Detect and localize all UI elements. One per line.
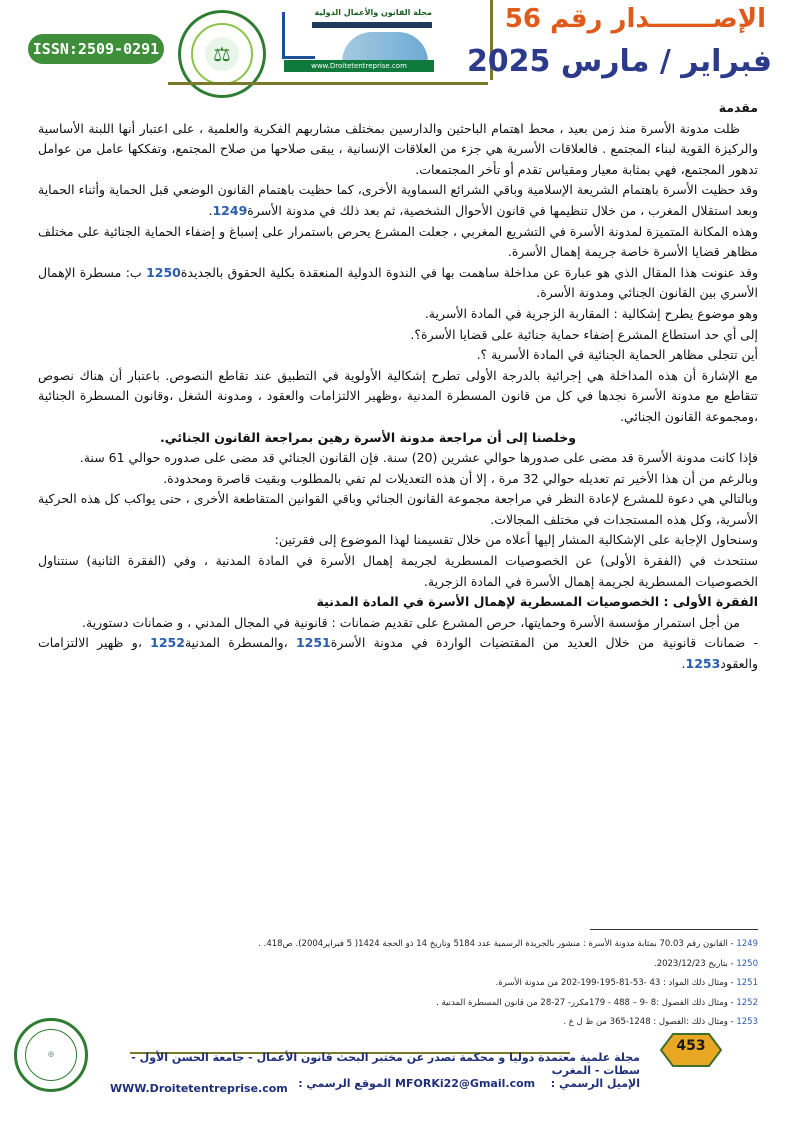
footer-site[interactable]: WWW.Droitetentreprise.com <box>110 1082 288 1095</box>
footnote-number: 1251 <box>736 978 758 988</box>
paragraph-text: الفقرة الأولى : الخصوصيات المسطرية لإهمال الأسرة في المادة المدنية <box>316 594 758 610</box>
footnote-ref[interactable]: 1252 <box>150 635 185 651</box>
paragraph-text: ب: مسطرة الإهمال الأسري بين القانون الجنائي ومدونة الأسرة. <box>38 264 758 301</box>
footer-site-label: الموقع الرسمي : <box>298 1077 392 1090</box>
journal-logo-bar <box>312 22 432 28</box>
paragraph-text: سنتحدث في (الفقرة الأولى) عن الخصوصيات المسطرية لجريمة إهمال الأسرة في المادة المدنية ، وفي (الفقرة الثانية) سنتناول الخصوصيات المسطرية لجريمة إهمال الأسرة في المادة الزجرية. <box>38 553 758 589</box>
footnote-text: - القانون رقم 70.03 بمثابة مدونة الأسرة : منشور بالجريدة الرسمية عدد 5184 وتاريخ 14 ذو الحجة 1424( 5 فبراير2004). ص418. . <box>258 939 737 949</box>
paragraph-text: مقدمة <box>718 100 758 115</box>
paragraph <box>38 263 758 304</box>
issue-title <box>505 4 766 34</box>
conclusion-line <box>38 428 758 449</box>
paragraph-text: وسنحاول الإجابة على الإشكالية المشار إليها أعلاه من خلال تقسيمنا لهذا الموضوع إلى فقرتين: <box>274 532 758 548</box>
footnote-number: 1250 <box>736 958 758 969</box>
footnote-ref[interactable]: 1253 <box>685 656 721 672</box>
paragraph-text: مع الإشارة أن هذه المداخلة هي إجرائية بالدرجة الأولى تطرح إشكالية الأولوية في التطبيق عند تقاطع النصوص. باعتبار أن هناك نصوص تتقاطع مع مدونة الأسرة نجدها في كل من قانون المسطرة المدنية ،وظهير الالتزامات والعقود ، ومدونة الشغل ،وقانون المسطرة الجنائية ،ومجموعة القانون الجنائي. <box>38 367 758 424</box>
paragraph-text: ،والمسطرة المدنية <box>184 635 296 651</box>
footer-email[interactable]: MFORKi22@Gmail.com <box>395 1077 536 1090</box>
paragraph-text: ظلت مدونة الأسرة منذ زمن بعيد ، محط اهتمام الباحثين والدارسين بمختلف مشاربهم الفكرية والعلمية ، على اعتبار أنها اللبنة الأساسية والركيزة القوية لبناء المجتمع . فالعلاقات الأسرية هي جزء من العلاقات الإنسانية ، يبقى صلاحها من صلاح المجتمع، وتفككها عامل من عوامل تدهور المجتمع، فهي بمثابة معيار ومقياس تقدم أو تأخر المجتمعات. <box>38 120 758 177</box>
footnote-text: - ومثال ذلك المواد : 43 -53-81-195-199-202 من مدونة الأسرة. <box>495 978 737 988</box>
footnote-number: 1249 <box>736 939 758 949</box>
paragraph-text: وقد حظيت الأسرة باهتمام الشريعة الإسلامية وباقي الشرائع السماوية الأخرى، كما حظيت باهتمام القانون الوضعي قبل الحماية وأثناء الحماية وبعد استقلال المغرب ، من خلال تنظيمها في قانون الأحوال الشخصية، ثم بعد ذلك في مدونة الأسرة <box>38 182 758 218</box>
issn-badge: ISSN:2509-0291 <box>28 34 164 64</box>
paragraph-text: فإذا كانت مدونة الأسرة قد مضى على صدورها حوالي عشرين (20) سنة. فإن القانون الجنائي قد مضى على صدوره حوالي 61 سنة. <box>79 450 758 466</box>
footnote-text: - ومثال ذلك الفصول :8 -9 – 488 - 179مكرر- 27-28 من قانون المسطرة المدنية . <box>436 997 737 1008</box>
paragraph <box>38 304 758 325</box>
paragraph-text: من أجل استمرار مؤسسة الأسرة وحمايتها، حرص المشرع على تقديم ضمانات : قانونية في المجال المدني ، و ضمانات دستورية. <box>82 614 740 630</box>
issue-label: الإصـــــــدار رقم <box>550 4 766 34</box>
paragraph-text: وهو موضوع يطرح إشكالية : المقاربة الزجرية في المادة الأسرية. <box>424 305 758 321</box>
paragraph <box>38 222 758 263</box>
article-body <box>38 98 758 675</box>
paragraph <box>38 530 758 551</box>
footnote <box>38 935 758 955</box>
issue-date: فبراير / مارس 2025 <box>466 44 772 79</box>
footnote-ref[interactable]: 1251 <box>295 635 331 651</box>
paragraph-text: أين تتجلى مظاهر الحماية الجنائية في المادة الأسرية ؟. <box>476 347 758 363</box>
paragraph-text: ،و ظهير الالتزامات والعقود <box>38 635 758 672</box>
footnote-separator <box>590 929 758 930</box>
paragraph <box>38 119 758 181</box>
footnote <box>38 994 758 1014</box>
paragraph <box>38 469 758 490</box>
paragraph <box>38 613 758 634</box>
seal-inner: ◎ <box>25 1029 77 1081</box>
header-horizontal-rule <box>168 82 488 85</box>
footnote <box>38 1013 758 1033</box>
university-seal <box>14 1018 88 1092</box>
footnote-ref[interactable]: 1250 <box>146 264 181 280</box>
paragraph-text: وقد عنونت هذا المقال الذي هو عبارة عن مداخلة ساهمت بها في الندوة الدولية المنعقدة بكلية الحقوق بالجديدة <box>180 264 758 280</box>
footnote-number: 1253 <box>736 1017 758 1027</box>
footnote-ref[interactable]: 1249 <box>212 202 248 218</box>
footnotes <box>38 935 758 1033</box>
footer-journal-line: مجلة علمية معتمدة دوليا و محكمة تصدر عن مختبر البحث قانون الأعمال - جامعة الحسن الأول - سطات - المغرب <box>131 1051 640 1077</box>
journal-logo-title: مجلة القانون والأعمال الدولية <box>314 8 432 17</box>
footnote-text: - بتاريخ 2023/12/23. <box>654 958 737 969</box>
section-heading <box>38 592 758 613</box>
paragraph-text: وبالتالي هي دعوة للمشرع لإعادة النظر في مراجعة مجموعة القانون الجنائي وباقي القوانين المتقاطعة الأخرى ، حتى يواكب كل هذه الحركية الأسرية، وكل هذه المستجدات في مختلف المجالات. <box>38 491 758 527</box>
scales-icon: ⚖ <box>205 37 239 71</box>
section-heading <box>38 98 758 119</box>
journal-logo <box>282 6 432 72</box>
paragraph-text: . <box>681 656 686 672</box>
paragraph <box>38 325 758 346</box>
footnote-text: - ومثال ذلك :الفصول : 1248-365 من ظ ل ع . <box>563 1017 737 1027</box>
footnote <box>38 955 758 975</box>
issue-number: 56 <box>504 4 541 34</box>
paragraph <box>38 366 758 428</box>
paragraph-text: إلى أي حد استطاع المشرع إضفاء حماية جنائية على قضايا الأسرة؟. <box>410 326 758 342</box>
page-header <box>0 0 794 92</box>
page-number-badge <box>651 1030 731 1070</box>
footer-email-label: الإميل الرسمي : <box>550 1077 640 1090</box>
paragraph <box>38 345 758 366</box>
paragraph-text: وبالرغم من أن هذا الأخير تم تعديله حوالي 32 مرة ، إلا أن هذه التعديلات لم تفي بالمطلوب وبقيت قاصرة ومحدودة. <box>163 470 758 486</box>
footnote <box>38 974 758 994</box>
paragraph-text: - ضمانات قانونية من خلال العديد من المقتضيات الواردة في مدونة الأسرة <box>330 635 758 651</box>
paragraph-text: وهذه المكانة المتميزة لمدونة الأسرة في التشريع المغربي ، جعلت المشرع يحرص باستمرار على إسباغ و إضفاء الحماية الجنائية على مختلف مظاهر قضايا الأسرة خاصة جريمة إهمال الأسرة. <box>38 223 758 260</box>
paragraph <box>38 180 758 221</box>
paragraph <box>38 448 758 469</box>
page-number: 453 <box>676 1038 706 1054</box>
footnote-number: 1252 <box>736 997 758 1008</box>
book-icon <box>282 12 315 59</box>
wave-icon <box>342 32 428 62</box>
paragraph <box>38 551 758 592</box>
paragraph-text: . <box>208 202 213 218</box>
paragraph-text: وخلصنا إلى أن مراجعة مدونة الأسرة رهين بمراجعة القانون الجنائي. <box>160 429 576 445</box>
journal-logo-url: www.Droitetentreprise.com <box>284 60 434 72</box>
paragraph <box>38 489 758 530</box>
paragraph <box>38 633 758 674</box>
